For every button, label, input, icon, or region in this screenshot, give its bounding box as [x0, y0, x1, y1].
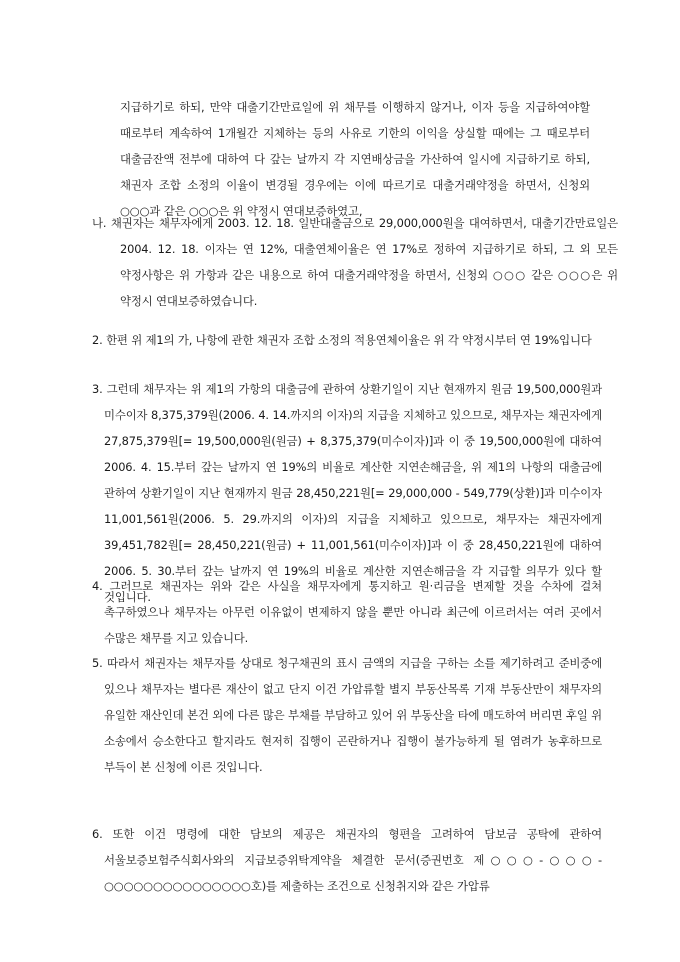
paragraph-text: 또한 이건 명령에 대한 담보의 제공은 채권자의 형편을 고려하여 담보금 공탁에 관하여 서울보증보험주식회사와의 지급보증위탁계약을 체결한 문서(증권번호 제○○○-○○○-○○○○○○○○○○○○○○○호)를 제출하는 조건으로 신청취지와 같은 가압류 [104, 827, 602, 893]
paragraph-marker: 나. [92, 216, 107, 230]
paragraph-text: 채권자는 채무자에게 2003. 12. 18. 일반대출금으로 29,000,000원을 대여하면서, 대출기간만료일은 2004. 12. 18. 이자는 연 12%, 대출연체이율은 연 17%로 정하여 지급하기로 하되, 그 외 모든 약정사항은 위 가항과 같은 내용으로 하여 대출거래약정을 하면서, 신청외 ○○○ 같은 ○○○은 위 약정시 연대보증하였습니다. [110, 216, 618, 308]
paragraph-text: 지급하기로 하되, 만약 대출기간만료일에 위 채무를 이행하지 않거나, 이자 등을 지급하여야할 때로부터 계속하여 1개월간 지체하는 등의 사유로 기한의 이익을 상실할 때에는 그 때로부터 대출금잔액 전부에 대하여 다 갚는 날까지 각 지연배상금을 가산하여 일시에 지급하기로 하되, 채권자 조합 소정의 이율이 변경될 경우에는 이에 따르기로 대출거래약정을 하면서, 신청외 ○○○과 같은 ○○○은 위 약정시 연대보증하였고, [120, 100, 590, 218]
paragraph-1-na [92, 210, 618, 314]
paragraph-text: 그런데 채무자는 위 제1의 가항의 대출금에 관하여 상환기일이 지난 현재까지 원금 19,500,000원과 미수이자 8,375,379원(2006. 4. 14.까지의 이자)의 지급을 지체하고 있으므로, 채무자는 채권자에게 27,875,379원[= 19,500,000원(원금) + 8,375,379(미수이자)]과 이 중 19,500,000원에 대하여 2006. 4. 15.부터 갚는 날까지 연 19%의 비율로 계산한 지연손해금을, 위 제1의 나항의 대출금에 관하여 상환기일이 지난 현재까지 원금 28,450,221원[= 29,000,000 - 549,779(상환)]과 미수이자 11,001,561원(2006. 5. 29.까지의 이자)의 지급을 지체하고 있으므로, 채무자는 채권자에게 39,451,782원[= 28,450,221(원금) + 11,001,561(미수이자)]과 이 중 28,450,221원에 대하여 2006. 5. 30.부터 갚는 날까지 연 19%의 비율로 계산한 지연손해금을 각 지급할 의무가 있다 할 것입니다. [104, 382, 602, 604]
paragraph-marker: 2. [92, 333, 103, 347]
paragraph-marker: 3. [92, 382, 103, 396]
paragraph-2 [92, 327, 602, 353]
paragraph-marker: 6. [92, 827, 103, 841]
paragraph-text: 따라서 채권자는 채무자를 상대로 청구채권의 표시 금액의 지급을 구하는 소를 제기하려고 준비중에 있으나 채무자는 별다른 재산이 없고 단지 이건 가압류할 별지 부동산목록 기재 부동산만이 채무자의 유일한 재산인데 본건 외에 다른 많은 부채를 부담하고 있어 위 부동산을 타에 매도하여 버리면 후일 위 소송에서 승소한다고 할지라도 현저히 집행이 곤란하거나 집행이 불가능하게 될 염려가 농후하므로 부득이 본 신청에 이른 것입니다. [104, 656, 602, 774]
paragraph-1-ga-continued [120, 94, 590, 224]
paragraph-text: 그러므로 채권자는 위와 같은 사실을 채무자에게 통지하고 원·리금을 변제할 것을 수차에 걸쳐 촉구하였으나 채무자는 아무런 이유없이 변제하지 않을 뿐만 아니라 최근에 이르러서는 여러 곳에서 수많은 채무를 지고 있습니다. [104, 579, 602, 645]
paragraph-5 [92, 650, 602, 780]
paragraph-text: 한편 위 제1의 가, 나항에 관한 채권자 조합 소정의 적용연체이율은 위 각 약정시부터 연 19%입니다 [106, 333, 592, 347]
paragraph-marker: 5. [92, 656, 103, 670]
paragraph-marker: 4. [92, 579, 103, 593]
paragraph-4 [92, 573, 602, 651]
paragraph-6 [92, 821, 602, 899]
